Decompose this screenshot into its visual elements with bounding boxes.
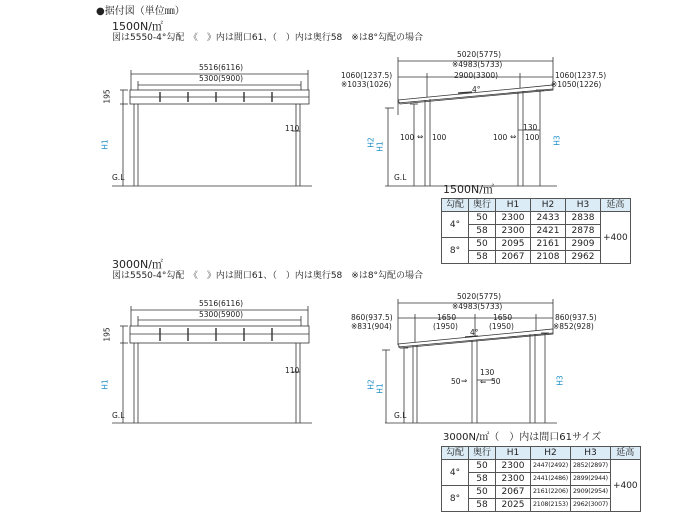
s1-side-arrow-r-icon: ⇔ xyxy=(510,132,517,141)
section1-load: 1500N/㎡ xyxy=(112,20,163,33)
angle-cell: 8° xyxy=(442,238,469,264)
s2-front-h1: H1 xyxy=(100,379,110,390)
drawing-title: ●据付図（単位㎜） xyxy=(96,6,185,17)
s2-side-left-over: 860(937.5) xyxy=(351,313,393,322)
s1-side-angle: 4° xyxy=(472,85,481,94)
s2-side-dim-star: ※4983(5733) xyxy=(452,302,503,311)
h2-cell: 2421 xyxy=(531,225,566,238)
th-angle: 勾配 xyxy=(442,199,469,212)
depth-cell: 58 xyxy=(469,473,496,486)
h3-cell: 2909 xyxy=(566,238,601,251)
angle-cell: 4° xyxy=(442,460,469,486)
s1-front-dim-110: 110 xyxy=(285,124,300,133)
depth-cell: 50 xyxy=(469,238,496,251)
h3-cell: 2878 xyxy=(566,225,601,238)
table-row xyxy=(442,473,641,486)
h1-cell: 2300 xyxy=(496,460,531,473)
s1-side-arrow-l-icon: ⇔ xyxy=(417,132,424,141)
s1-front-dim-total: 5516(6116) xyxy=(199,63,244,72)
h3-cell: 2909(2954) xyxy=(570,486,610,499)
s1-front-dim-195: 195 xyxy=(102,89,112,104)
section2-load: 3000N/㎡ xyxy=(112,258,163,271)
depth-cell: 58 xyxy=(469,499,496,512)
th-h3: H3 xyxy=(566,199,601,212)
s2-side-h3: H3 xyxy=(555,375,565,386)
s1-side-left-over-star: ※1033(1026) xyxy=(341,80,392,89)
s2-side-span-a2: (1950) xyxy=(433,322,458,331)
h1-cell: 2067 xyxy=(496,251,531,264)
s2-side-h1: H1 xyxy=(375,383,385,394)
th-depth: 奥行 xyxy=(469,447,496,460)
s2-front-dim-195: 195 xyxy=(102,327,112,342)
s2-side-span-b: 1650 xyxy=(493,313,513,322)
s1-side-post-l: 100 xyxy=(400,133,415,142)
s2-side-dim-total: 5020(5775) xyxy=(457,292,502,301)
s2-side-right-over: 860(937.5) xyxy=(555,313,597,322)
s1-side-dim-total: 5020(5775) xyxy=(457,50,502,59)
th-extension: 延高 xyxy=(601,199,631,212)
angle-cell: 4° xyxy=(442,212,469,238)
s1-front-h1: H1 xyxy=(100,139,110,150)
h3-cell: 2962 xyxy=(566,251,601,264)
s2-side-span-a: 1650 xyxy=(437,313,457,322)
table1-title: 1500N/㎡ xyxy=(443,183,494,196)
s1-side-right-over: 1060(1237.5) xyxy=(555,71,607,80)
th-h2: H2 xyxy=(531,447,571,460)
h1-cell: 2300 xyxy=(496,212,531,225)
th-h2: H2 xyxy=(531,199,566,212)
h1-cell: 2025 xyxy=(496,499,531,512)
h2-cell: 2433 xyxy=(531,212,566,225)
h1-cell: 2300 xyxy=(496,473,531,486)
section1-note: 図は5550-4°勾配 《 》内は間口61、（ ）内は奥行58 ※は8°勾配の場合 xyxy=(112,33,424,43)
table-header-row xyxy=(442,447,641,460)
s1-side-left-over: 1060(1237.5) xyxy=(341,71,393,80)
s1-side-right-over-star: ※1050(1226) xyxy=(551,80,602,89)
spec-table-2 xyxy=(441,446,641,512)
h3-cell: 2838 xyxy=(566,212,601,225)
th-depth: 奥行 xyxy=(469,199,496,212)
s1-front-dim-inner: 5300(5900) xyxy=(199,74,244,83)
h2-cell: 2447(2492) xyxy=(531,460,571,473)
s1-side-dim-star: ※4983(5733) xyxy=(452,60,503,69)
s2-side-arrow-l-icon: ⇒ xyxy=(461,376,468,385)
depth-cell: 58 xyxy=(469,251,496,264)
s2-side-post-l: 50 xyxy=(451,377,461,386)
depth-cell: 50 xyxy=(469,460,496,473)
h3-cell: 2852(2897) xyxy=(570,460,610,473)
h2-cell: 2108 xyxy=(531,251,566,264)
table-row xyxy=(442,460,641,473)
side-view-2 xyxy=(382,299,557,423)
h3-cell: 2962(3007) xyxy=(570,499,610,512)
h2-cell: 2441(2486) xyxy=(531,473,571,486)
th-h3: H3 xyxy=(570,447,610,460)
extension-cell: +400 xyxy=(610,460,640,512)
extension-cell: +400 xyxy=(601,212,631,264)
front-view-1 xyxy=(112,70,312,186)
s2-side-span-b2: (1950) xyxy=(489,322,514,331)
spec-table-1 xyxy=(441,198,631,264)
th-extension: 延高 xyxy=(610,447,640,460)
th-angle: 勾配 xyxy=(442,447,469,460)
s1-side-span: 2900(3300) xyxy=(454,71,499,80)
table2-title: 3000N/㎡（ ）内は間口61サイズ xyxy=(443,432,602,443)
depth-cell: 50 xyxy=(469,486,496,499)
s1-side-h1: H1 xyxy=(375,141,385,152)
h2-cell: 2108(2153) xyxy=(531,499,571,512)
s1-side-h3: H3 xyxy=(552,135,562,146)
s2-front-dim-total: 5516(6116) xyxy=(199,299,244,308)
th-h1: H1 xyxy=(496,447,531,460)
s1-side-post-l2: 100 xyxy=(432,133,447,142)
front-view-2 xyxy=(112,306,312,423)
s2-front-gl: G.L xyxy=(112,411,125,420)
section2-note: 図は5550-4°勾配 《 》内は間口61、（ ）内は奥行58 ※は8°勾配の場合 xyxy=(112,271,424,281)
s1-side-post-r: 100 xyxy=(493,133,508,142)
s2-side-post-r: 50 xyxy=(491,377,501,386)
s2-side-arrow-r-icon: ⇐ xyxy=(480,377,487,386)
h1-cell: 2300 xyxy=(496,225,531,238)
depth-cell: 50 xyxy=(469,212,496,225)
s2-side-angle: 4° xyxy=(470,328,479,337)
s1-side-h2: H2 xyxy=(366,137,376,148)
table-row xyxy=(442,486,641,499)
table-row xyxy=(442,212,631,225)
s1-side-gl: G.L xyxy=(394,173,407,182)
h3-cell: 2899(2944) xyxy=(570,473,610,486)
h1-cell: 2095 xyxy=(496,238,531,251)
th-h1: H1 xyxy=(496,199,531,212)
h2-cell: 2161(2206) xyxy=(531,486,571,499)
s2-side-right-over-star: ※852(928) xyxy=(553,322,594,331)
table-header-row xyxy=(442,199,631,212)
s1-side-dim-130: 130 xyxy=(523,123,538,132)
s2-side-left-over-star: ※831(904) xyxy=(351,322,392,331)
s2-side-h2: H2 xyxy=(366,379,376,390)
s2-front-dim-110: 110 xyxy=(285,366,300,375)
table-row xyxy=(442,499,641,512)
s1-side-post-r2: 100 xyxy=(525,133,540,142)
h2-cell: 2161 xyxy=(531,238,566,251)
angle-cell: 8° xyxy=(442,486,469,512)
s2-front-dim-inner: 5300(5900) xyxy=(199,310,244,319)
s1-front-gl: G.L xyxy=(112,173,125,182)
h1-cell: 2067 xyxy=(496,486,531,499)
depth-cell: 58 xyxy=(469,225,496,238)
s2-side-dim-130: 130 xyxy=(480,368,495,377)
s2-side-gl: G.L xyxy=(394,411,407,420)
